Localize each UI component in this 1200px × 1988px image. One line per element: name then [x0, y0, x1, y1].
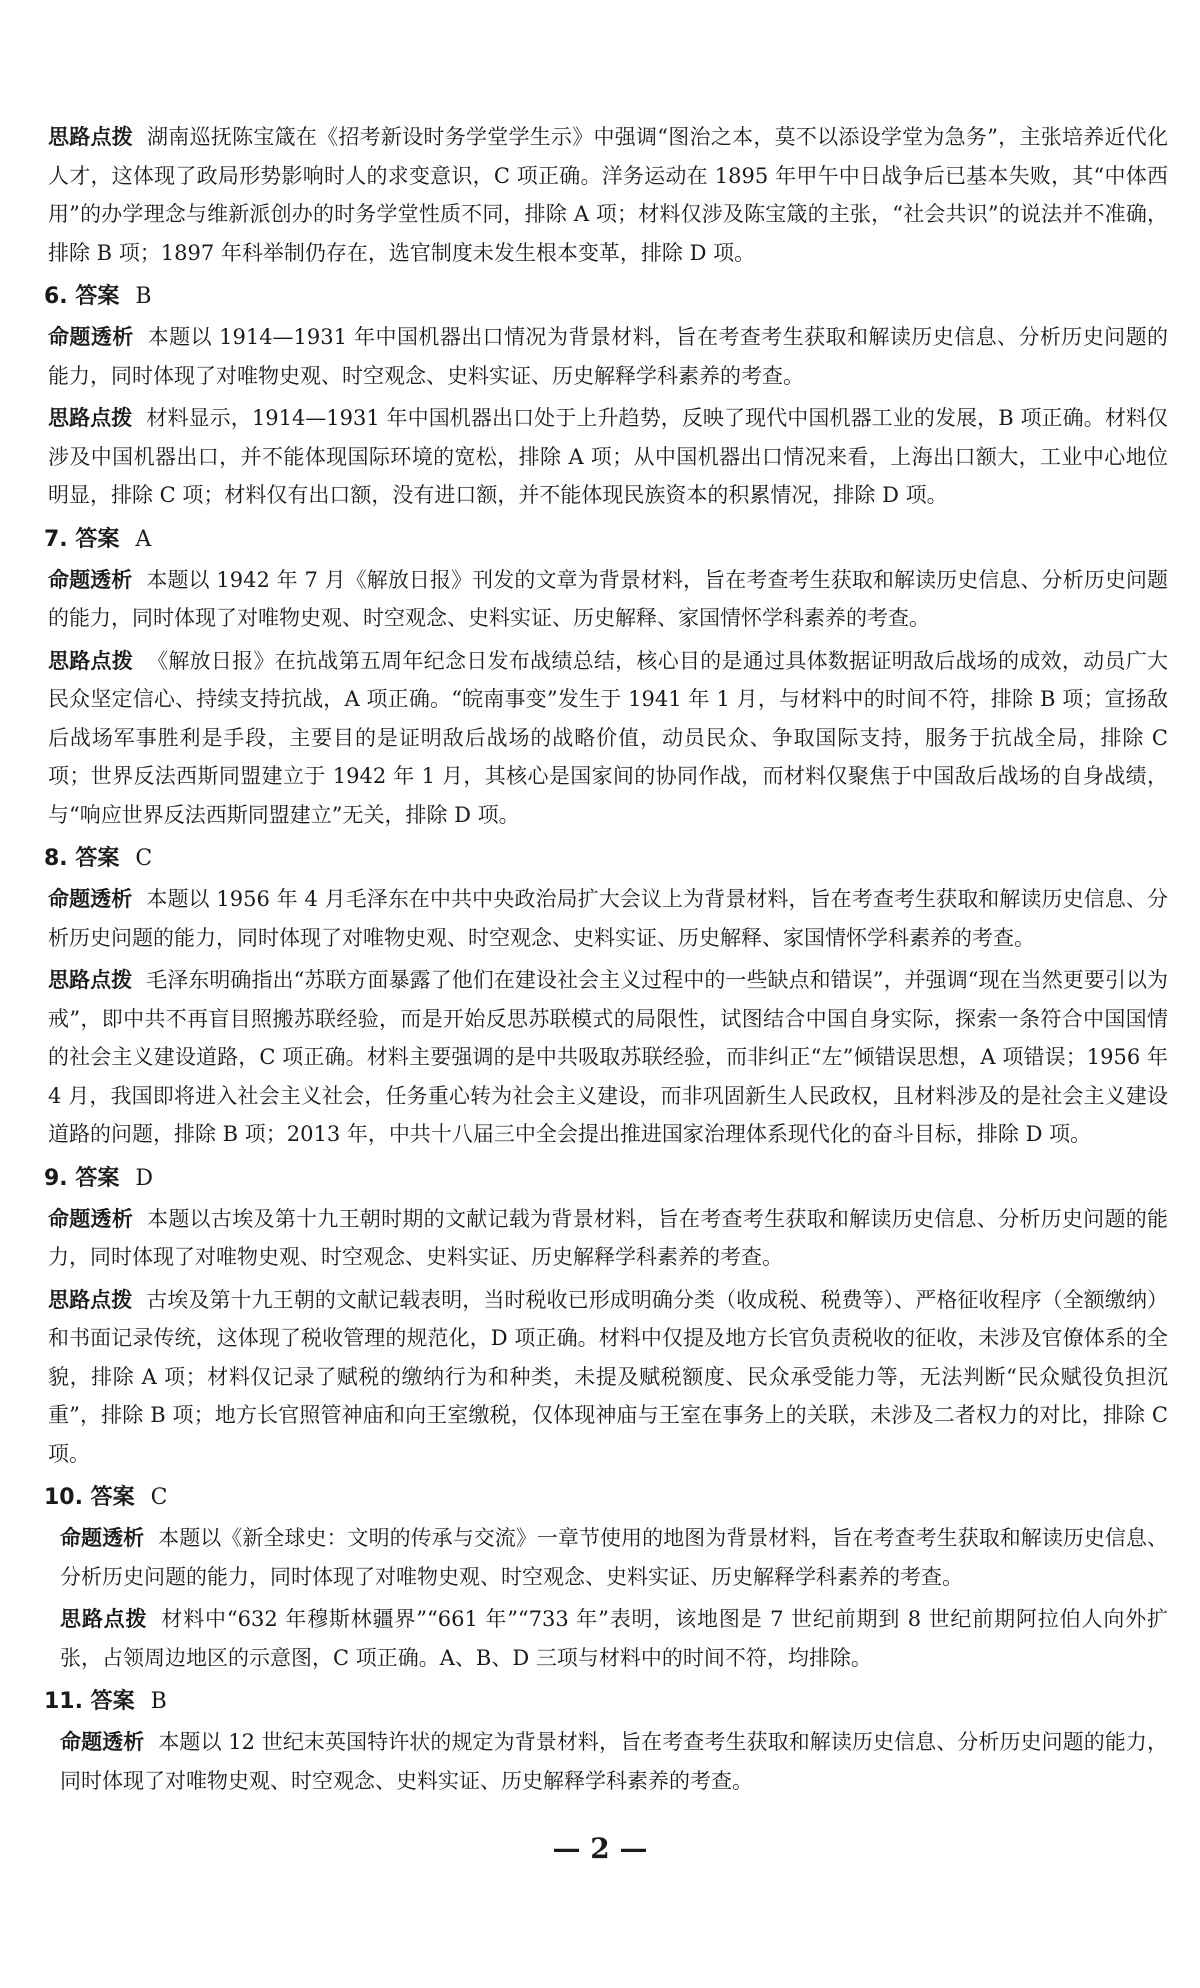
analysis-label: 命题透析	[48, 567, 133, 592]
q7-answer	[44, 521, 1168, 559]
q9-thinking	[48, 1281, 1168, 1474]
q7-option: A	[135, 526, 152, 552]
analysis-label: 命题透析	[60, 1526, 145, 1550]
q8-option: C	[135, 846, 153, 871]
q10-analysis-text: 本题以《新全球史：文明的传承与交流》一章节使用的地图为背景材料，旨在考查考生获取和解读历史信息、分析历史问题的能力，同时体现了对唯物史观、时空观念、史料实证、历史解释学科素养的考查。	[60, 1526, 1169, 1589]
q6-option: B	[135, 284, 152, 309]
q8-analysis-text: 本题以 1956 年 4 月毛泽东在中共中央政治局扩大会议上为背景材料，旨在考查考生获取和解读历史信息、分析历史问题的能力，同时体现了对唯物史观、时空观念、史料实证、历史解释、家国情怀学科素养的考查。	[48, 887, 1168, 950]
q10-answer	[44, 1479, 1168, 1517]
q7-thinking-text: 《解放日报》在抗战第五周年纪念日发布战绩总结，核心目的是通过具体数据证明敌后战场的成效，动员广大民众坚定信心、持续支持抗战，A 项正确。“皖南事变”发生于 1941 年 1 月，与材料中的时间不符，排除 B 项；宣扬敌后战场军事胜利是手段，主要目的是证明敌后战场的战略价值，动员民众、争取国际支持，服务于抗战全局，排除 C 项；世界反法西斯同盟建立于 1942 年 1 月，其核心是国家间的协同作战，而材料仅聚焦于中国敌后战场的自身战绩，与“响应世界反法西斯同盟建立”无关，排除 D 项。	[48, 648, 1169, 827]
q10-analysis	[60, 1519, 1168, 1596]
q8-heading: 8. 答案	[44, 846, 120, 871]
page-number: — 2 —	[552, 1832, 648, 1865]
q10-thinking-text: 材料中“632 年穆斯林疆界”“661 年”“733 年”表明，该地图是 7 世纪前期到 8 世纪前期阿拉伯人向外扩张，占领周边地区的示意图，C 项正确。A、B、D 三项与材料中的时间不符，均排除。	[60, 1607, 1169, 1670]
q8-thinking-text: 毛泽东明确指出“苏联方面暴露了他们在建设社会主义过程中的一些缺点和错误”，并强调“现在当然更要引以为戒”，即中共不再盲目照搬苏联经验，而是开始反思苏联模式的局限性，试图结合中国自身实际，探索一条符合中国国情的社会主义建设道路，C 项正确。材料主要强调的是中共吸取苏联经验，而非纠正“左”倾错误思想，A 项错误；1956 年 4 月，我国即将进入社会主义社会，任务重心转为社会主义建设，而非巩固新生人民政权，且材料涉及的是社会主义建设道路的问题，排除 B 项；2013 年，中共十八届三中全会提出推进国家治理体系现代化的奋斗目标，排除 D 项。	[48, 968, 1168, 1146]
q11-option: B	[150, 1689, 167, 1714]
q10-heading: 10. 答案	[44, 1485, 135, 1510]
q9-answer	[44, 1160, 1168, 1198]
q11-analysis	[60, 1723, 1168, 1800]
analysis-label: 命题透析	[48, 887, 133, 911]
q8-answer	[44, 840, 1168, 878]
q8-analysis	[48, 880, 1168, 957]
q9-option: D	[135, 1165, 153, 1191]
thinking-label: 思路点拨	[60, 1607, 148, 1631]
answer-page	[44, 118, 1169, 1800]
q5-thinking-text: 湖南巡抚陈宝箴在《招考新设时务学堂学生示》中强调“图治之本，莫不以添设学堂为急务”，主张培养近代化人才，这体现了政局形势影响时人的求变意识，C 项正确。洋务运动在 1895 年甲午中日战争后已基本失败，其“中体西用”的办学理念与维新派创办的时务学堂性质不同，排除 A 项；材料仅涉及陈宝箴的主张，“社会共识”的说法并不准确，排除 B 项；1897 年科举制仍存在，选官制度未发生根本变革，排除 D 项。	[48, 125, 1169, 265]
q9-heading: 9. 答案	[44, 1165, 120, 1191]
analysis-label: 命题透析	[60, 1730, 145, 1754]
q10-option: C	[150, 1485, 168, 1510]
q11-answer	[44, 1683, 1168, 1721]
q7-thinking	[48, 642, 1168, 835]
q6-heading: 6. 答案	[44, 284, 120, 309]
q10-thinking	[60, 1600, 1168, 1677]
q8-thinking	[48, 961, 1168, 1154]
q9-analysis	[48, 1200, 1168, 1277]
analysis-label: 命题透析	[48, 1206, 134, 1231]
q11-heading: 11. 答案	[44, 1689, 135, 1714]
q7-analysis-text: 本题以 1942 年 7 月《解放日报》刊发的文章为背景材料，旨在考查考生获取和解读历史信息、分析历史问题的能力，同时体现了对唯物史观、时空观念、史料实证、历史解释、家国情怀学科素养的考查。	[48, 567, 1168, 630]
q6-analysis-text: 本题以 1914—1931 年中国机器出口情况为背景材料，旨在考查考生获取和解读历史信息、分析历史问题的能力，同时体现了对唯物史观、时空观念、史料实证、历史解释学科素养的考查。	[48, 325, 1168, 388]
q5-thinking	[48, 118, 1168, 272]
thinking-label: 思路点拨	[48, 125, 134, 149]
q11-analysis-text: 本题以 12 世纪末英国特许状的规定为背景材料，旨在考查考生获取和解读历史信息、分析历史问题的能力，同时体现了对唯物史观、时空观念、史料实证、历史解释学科素养的考查。	[60, 1730, 1168, 1793]
q6-answer	[44, 278, 1168, 316]
thinking-label: 思路点拨	[48, 648, 134, 673]
thinking-label: 思路点拨	[48, 1287, 133, 1312]
q9-thinking-text: 古埃及第十九王朝的文献记载表明，当时税收已形成明确分类（收成税、税费等）、严格征收程序（全额缴纳）和书面记录传统，这体现了税收管理的规范化，D 项正确。材料中仅提及地方长官负责税收的征收，未涉及官僚体系的全貌，排除 A 项；材料仅记录了赋税的缴纳行为和种类，未提及赋税额度、民众承受能力等，无法判断“民众赋役负担沉重”，排除 B 项；地方长官照管神庙和向王室缴税，仅体现神庙与王室在事务上的关联，未涉及二者权力的对比，排除 C 项。	[48, 1287, 1169, 1466]
q6-thinking-text: 材料显示，1914—1931 年中国机器出口处于上升趋势，反映了现代中国机器工业的发展，B 项正确。材料仅涉及中国机器出口，并不能体现国际环境的宽松，排除 A 项；从中国机器出口情况来看，上海出口额大，工业中心地位明显，排除 C 项；材料仅有出口额，没有进口额，并不能体现民族资本的积累情况，排除 D 项。	[48, 406, 1169, 507]
q7-heading: 7. 答案	[44, 526, 120, 552]
thinking-label: 思路点拨	[48, 968, 133, 992]
q7-analysis	[48, 561, 1168, 638]
analysis-label: 命题透析	[48, 325, 134, 349]
q6-analysis	[48, 318, 1168, 395]
q9-analysis-text: 本题以古埃及第十九王朝时期的文献记载为背景材料，旨在考查考生获取和解读历史信息、分析历史问题的能力，同时体现了对唯物史观、时空观念、史料实证、历史解释学科素养的考查。	[48, 1206, 1169, 1269]
q6-thinking	[48, 399, 1168, 515]
thinking-label: 思路点拨	[48, 406, 133, 430]
